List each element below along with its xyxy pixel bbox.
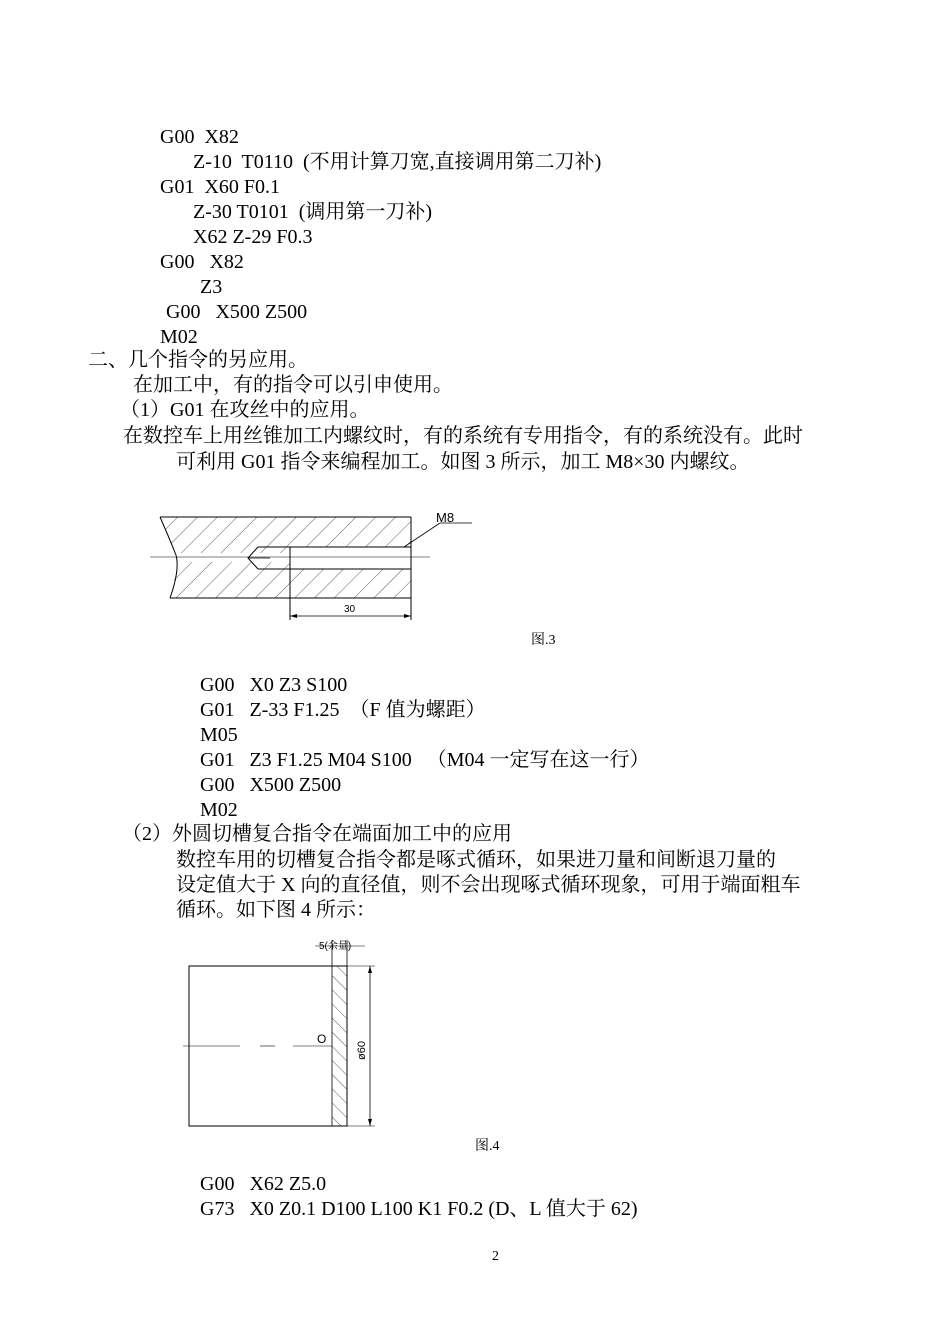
- figure-3-thread-diagram: [140, 495, 480, 625]
- code-line: G00 X82: [160, 251, 244, 273]
- thread-label-m8: M8: [436, 510, 455, 525]
- page-number: 2: [492, 1249, 499, 1264]
- paragraph-line: 设定值大于 X 向的直径值，则不会出现啄式循环现象，可用于端面粗车: [176, 874, 801, 896]
- origin-label: O: [317, 1032, 327, 1046]
- paragraph-line: 在数控车上用丝锥加工内螺纹时，有的系统有专用指令，有的系统没有。此时: [123, 425, 803, 447]
- code-line: G00 X0 Z3 S100: [200, 674, 348, 696]
- intro-text: 在加工中，有的指令可以引申使用。: [133, 374, 453, 396]
- paragraph-line: 循环。如下图 4 所示：: [176, 899, 376, 921]
- figure-3-caption: 图.3: [531, 633, 556, 648]
- code-line: G00 X82: [160, 126, 239, 148]
- code-line: G00 X500 Z500: [200, 774, 342, 796]
- code-line: G01 Z3 F1.25 M04 S100 （M04 一定写在这一行）: [200, 749, 650, 771]
- paragraph-line: 可利用 G01 指令来编程加工。如图 3 所示，加工 M8×30 内螺纹。: [176, 451, 750, 473]
- code-line: G01 X60 F0.1: [160, 176, 281, 198]
- code-line: M02: [200, 799, 238, 821]
- figure-4-caption: 图.4: [475, 1139, 500, 1154]
- figure-4-face-diagram: [175, 932, 385, 1132]
- code-line: M05: [200, 724, 238, 746]
- code-line: X62 Z-29 F0.3: [193, 226, 313, 248]
- code-line: Z-10 T0110 (不用计算刀宽,直接调用第二刀补): [193, 151, 602, 173]
- code-line: G00 X500 Z500: [166, 301, 308, 323]
- code-line: G73 X0 Z0.1 D100 L100 K1 F0.2 (D、L 值大于 62): [200, 1198, 638, 1220]
- code-line: Z3: [200, 276, 223, 298]
- diameter-label: ø60: [356, 1041, 368, 1060]
- dimension-label-30: 30: [344, 604, 356, 615]
- subsection-heading-1: （1）G01 在攻丝中的应用。: [120, 399, 370, 421]
- paragraph-line: 数控车用的切槽复合指令都是啄式循环，如果进刀量和间断退刀量的: [176, 849, 776, 871]
- code-line: Z-30 T0101 (调用第一刀补): [193, 201, 433, 223]
- code-line: G00 X62 Z5.0: [200, 1173, 327, 1195]
- allowance-label: 5(余量): [319, 941, 352, 952]
- subsection-heading-2: （2）外圆切槽复合指令在端面加工中的应用: [122, 823, 512, 845]
- code-line: G01 Z-33 F1.25 （F 值为螺距）: [200, 699, 486, 721]
- section-heading: 二、几个指令的另应用。: [88, 349, 308, 371]
- code-line: M02: [160, 326, 198, 348]
